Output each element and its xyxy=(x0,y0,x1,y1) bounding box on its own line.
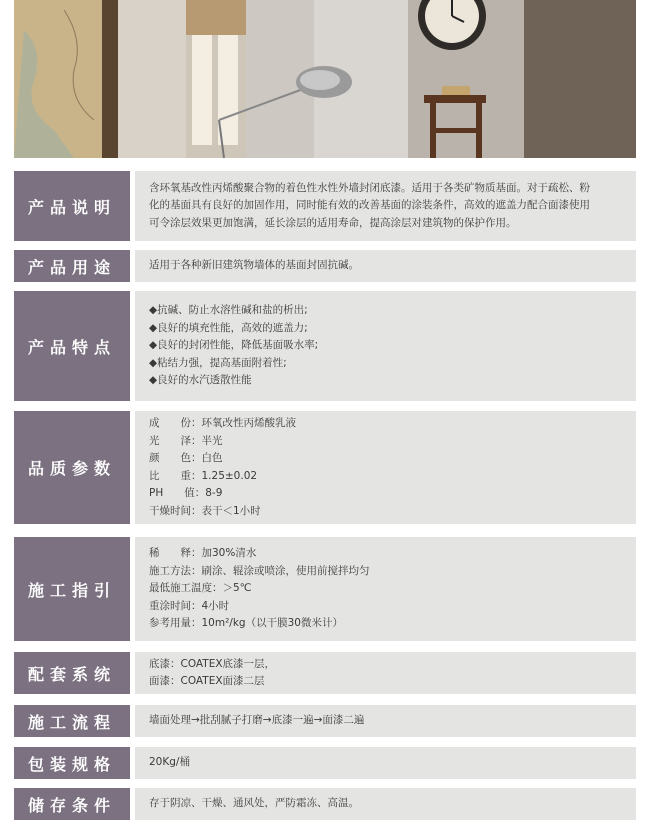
section-content xyxy=(135,652,636,694)
content-line: ◆良好的填充性能，高效的遮盖力; xyxy=(149,321,308,334)
section-label: 储存条件 xyxy=(14,788,130,820)
content-line: 底漆：COATEX底漆一层， xyxy=(149,657,276,670)
books xyxy=(442,86,470,95)
content-line: ◆粘结力强，提高基面附着性; xyxy=(149,356,287,369)
section-product-description xyxy=(14,171,636,241)
content-line: 面漆：COATEX面漆二层 xyxy=(149,675,265,687)
section-label: 施工流程 xyxy=(14,705,130,737)
section-application-guide xyxy=(14,537,636,641)
section-label: 产品用途 xyxy=(14,250,130,282)
section-quality-parameters xyxy=(14,411,636,524)
stool xyxy=(424,95,486,103)
section-label: 产品说明 xyxy=(14,171,130,241)
section-label: 施工指引 xyxy=(14,537,130,641)
section-label: 配套系统 xyxy=(14,652,130,694)
content-line: 可令涂层效果更加饱满，延长涂层的适用寿命，提高涂层对建筑物的保护作用。 xyxy=(149,216,517,229)
section-content xyxy=(135,747,636,779)
content-line: 20Kg/桶 xyxy=(149,756,190,769)
content-line: ◆抗碱、防止水溶性碱和盐的析出; xyxy=(149,304,308,317)
section-product-features xyxy=(14,291,636,401)
section-construction-process xyxy=(14,705,636,737)
content-line: 含环氧基改性丙烯酸聚合物的着色性水性外墙封闭底漆。适用于各类矿物质基面。对于疏松、粉 xyxy=(149,181,590,194)
content-line: 施工方法：刷涂、辊涂或喷涂，使用前搅拌均匀 xyxy=(149,564,370,577)
section-matching-system xyxy=(14,652,636,694)
content-line: 适用于各种新旧建筑物墙体的基面封固抗碱。 xyxy=(149,259,359,272)
content-line: 存于阴凉、干燥、通风处，严防霜冻、高温。 xyxy=(149,797,359,810)
section-content xyxy=(135,537,636,641)
section-content xyxy=(135,171,636,241)
section-storage-conditions xyxy=(14,788,636,820)
content-line: 颜 色：白色 xyxy=(149,452,223,464)
content-line: 参考用量：10m²/kg（以干膜30微米计） xyxy=(149,617,343,630)
content-line: 最低施工温度：＞5℃ xyxy=(149,582,252,595)
content-line: ◆良好的水汽透散性能 xyxy=(149,374,252,387)
content-line: 干燥时间：表干＜1小时 xyxy=(149,504,261,517)
section-content xyxy=(135,250,636,282)
section-content xyxy=(135,705,636,737)
content-line: ◆良好的封闭性能，降低基面吸水率; xyxy=(149,339,319,352)
section-content xyxy=(135,411,636,524)
section-label: 品质参数 xyxy=(14,411,130,524)
banner-image xyxy=(14,0,636,158)
section-packaging xyxy=(14,747,636,779)
interior-photo xyxy=(14,0,636,158)
content-line: 重涂时间：4小时 xyxy=(149,599,230,612)
section-label: 包装规格 xyxy=(14,747,130,779)
section-content xyxy=(135,788,636,820)
content-line: 墙面处理→批刮腻子打磨→底漆一遍→面漆二遍 xyxy=(149,714,365,727)
section-content xyxy=(135,291,636,401)
section-label: 产品特点 xyxy=(14,291,130,401)
content-line: 光 泽：半光 xyxy=(149,434,223,447)
content-line: PH 值：8-9 xyxy=(149,487,223,499)
section-product-usage xyxy=(14,250,636,282)
content-line: 稀 释：加30%清水 xyxy=(149,547,257,560)
content-line: 比 重：1.25±0.02 xyxy=(149,469,258,482)
content-line: 成 份：环氧改性丙烯酸乳液 xyxy=(149,417,296,429)
content-line: 化的基面具有良好的加固作用，同时能有效的改善基面的涂装条件，高效的遮盖力配合面漆使用 xyxy=(149,199,590,212)
